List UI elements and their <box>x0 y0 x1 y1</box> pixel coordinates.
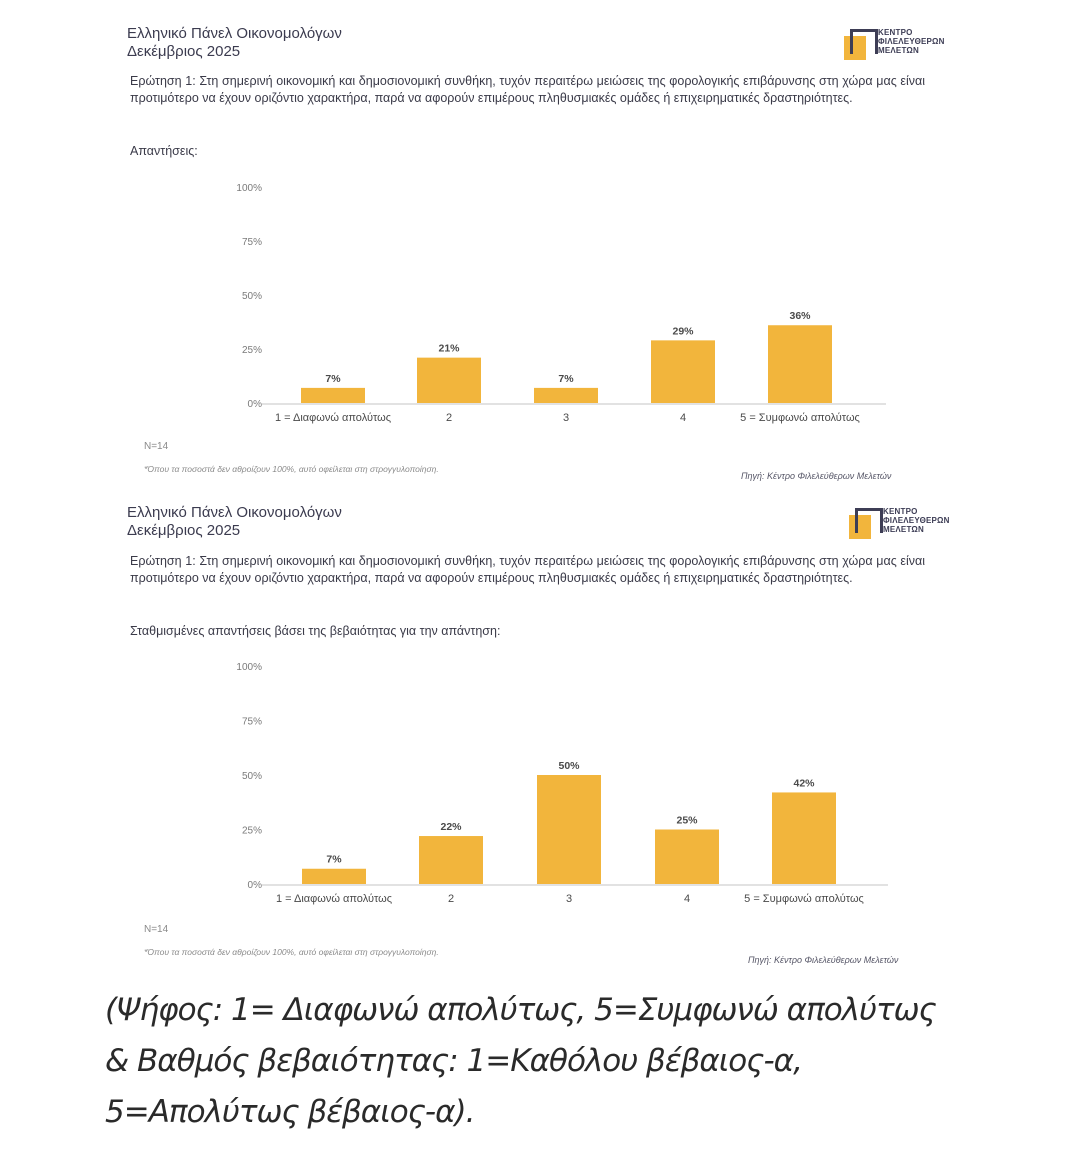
y-tick-label: 100% <box>236 662 262 673</box>
y-tick-label: 25% <box>241 345 262 356</box>
x-category-label: 3 <box>562 412 570 424</box>
bar <box>419 836 483 884</box>
caption-line-3: 5=Απολύτως βέβαιος-α). <box>105 1094 475 1130</box>
y-tick-label: 50% <box>241 291 262 302</box>
data-label: 50% <box>558 760 580 772</box>
x-category-label: 3 <box>565 893 573 905</box>
y-tick-label: 100% <box>236 183 262 194</box>
x-category-label: 2 <box>445 412 453 424</box>
source-credit: Πηγή: Κέντρο Φιλελεύθερων Μελετών <box>748 955 899 965</box>
logo-line-1: ΚΕΝΤΡΟ <box>883 507 918 516</box>
x-category-label: 5 = Συμφωνώ απολύτως <box>740 412 860 424</box>
y-tick-label: 0% <box>247 880 262 891</box>
data-label: 21% <box>438 342 460 355</box>
question-text: Ερώτηση 1: Στη σημερινή οικονομική και δημοσιονομική συνθήκη, τυχόν περαιτέρω μειώσεις της φορολογικής επιβάρυνσης στη χώρα μας είναι προτιμότερο να έχουν οριζόντιο χαρακτήρα, παρά να αφορούν επιμέρους πληθυσμιακές ομάδες ή επιχειρηματικές δραστηριότητες. <box>130 554 925 585</box>
x-category-label: 4 <box>683 893 691 905</box>
y-tick-label: 75% <box>241 237 262 248</box>
scale-caption <box>105 985 936 1138</box>
survey-name: Ελληνικό Πάνελ Οικονομολόγων <box>127 504 342 521</box>
chart-subheading: Απαντήσεις: <box>130 144 198 158</box>
logo-line-2: ΦΙΛΕΛΕΥΘΕΡΩΝ <box>883 516 950 525</box>
x-category-label: 4 <box>679 412 687 424</box>
survey-date: Δεκέμβριος 2025 <box>127 522 241 539</box>
data-label: 36% <box>789 310 811 323</box>
logo-line-3: ΜΕΛΕΤΩΝ <box>878 46 920 55</box>
survey-date: Δεκέμβριος 2025 <box>127 43 241 60</box>
x-category-label: 1 = Διαφωνώ απολύτως <box>275 893 393 905</box>
source-credit: Πηγή: Κέντρο Φιλελεύθερων Μελετών <box>741 471 892 481</box>
sample-size: N=14 <box>144 924 169 935</box>
data-label: 25% <box>676 814 698 827</box>
rounding-note: *Όπου τα ποσοστά δεν αθροίζουν 100%, αυτό οφείλεται στη στρογγυλοποίηση. <box>144 464 439 474</box>
y-tick-label: 75% <box>241 716 262 728</box>
caption-line-2: & Βαθμός βεβαιότητας: 1=Καθόλου βέβαιος-α, <box>105 1043 802 1079</box>
y-tick-label: 0% <box>247 399 262 410</box>
bar <box>302 869 366 884</box>
question-text: Ερώτηση 1: Στη σημερινή οικονομική και δημοσιονομική συνθήκη, τυχόν περαιτέρω μειώσεις της φορολογικής επιβάρυνσης στη χώρα μας είναι προτιμότερο να έχουν οριζόντιο χαρακτήρα, παρά να αφορούν επιμέρους πληθυσμιακές ομάδες ή επιχειρηματικές δραστηριότητες. <box>130 74 925 105</box>
survey-name: Ελληνικό Πάνελ Οικονομολόγων <box>127 25 342 42</box>
y-tick-label: 25% <box>241 825 262 837</box>
bar <box>772 792 836 884</box>
x-category-label: 5 = Συμφωνώ απολύτως <box>744 893 864 905</box>
data-label: 7% <box>558 372 574 385</box>
x-category-label: 1 = Διαφωνώ απολύτως <box>274 412 392 424</box>
rounding-note: *Όπου τα ποσοστά δεν αθροίζουν 100%, αυτό οφείλεται στη στρογγυλοποίηση. <box>144 947 439 957</box>
chart-subheading: Σταθμισμένες απαντήσεις βάσει της βεβαιότητας για την απάντηση: <box>130 624 501 638</box>
caption-line-1: (Ψήφος: 1= Διαφωνώ απολύτως, 5=Συμφωνώ απολύτως <box>105 992 936 1028</box>
data-label: 7% <box>326 853 342 866</box>
logo-line-3: ΜΕΛΕΤΩΝ <box>883 525 925 534</box>
sample-size: N=14 <box>144 441 169 452</box>
bar <box>537 775 601 884</box>
logo-line-1: ΚΕΝΤΡΟ <box>878 28 913 37</box>
y-tick-label: 50% <box>241 771 262 782</box>
bar <box>655 830 719 885</box>
data-label: 42% <box>793 777 815 790</box>
data-label: 7% <box>325 372 341 385</box>
logo-line-2: ΦΙΛΕΛΕΥΘΕΡΩΝ <box>878 37 945 46</box>
data-label: 22% <box>440 821 462 834</box>
data-label: 29% <box>672 325 694 338</box>
x-category-label: 2 <box>447 893 455 905</box>
